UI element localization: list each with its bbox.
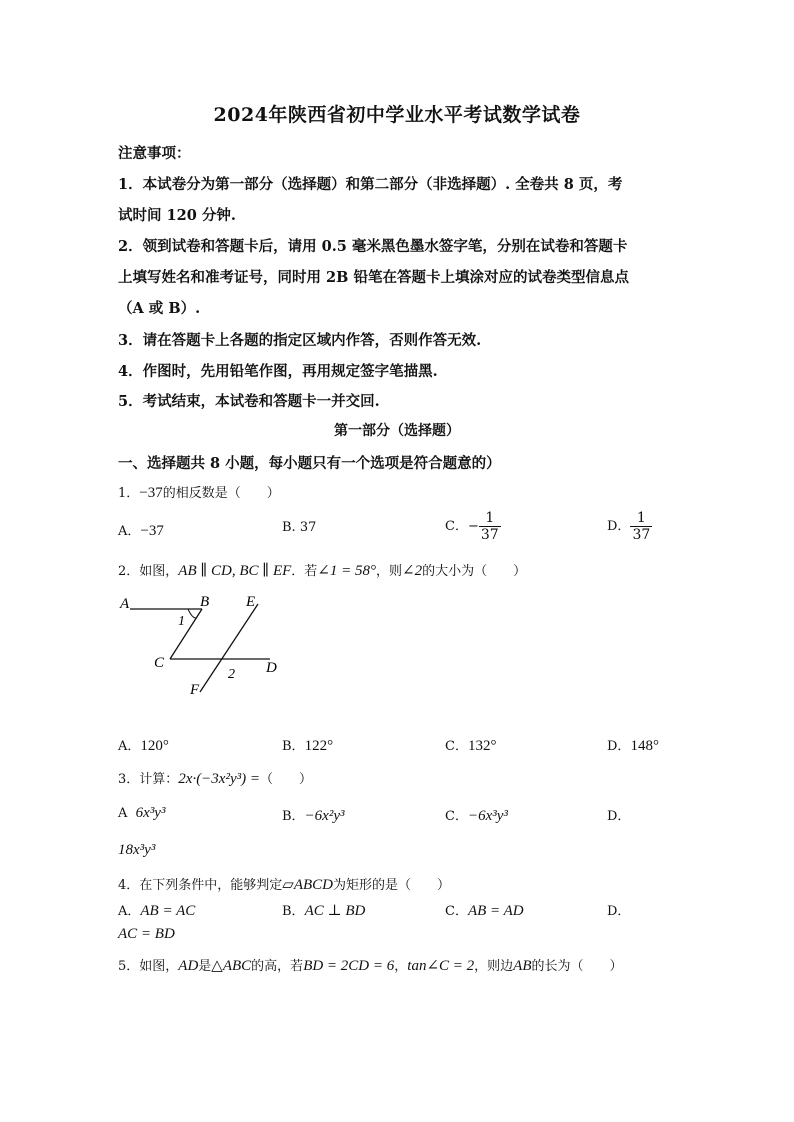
notice-item-1b: 试时间 120 分钟. [118,207,236,224]
q2-option-d[interactable]: D．148° [607,738,659,754]
question-2-stem: 2．如图，AB ∥ CD, BC ∥ EF．若∠1 = 58°，则∠2的大小为（ ） [118,563,527,579]
line-bc [170,609,202,659]
question-5-stem: 5．如图，AD是△ABC的高，若BD = 2CD = 6，tan∠C = 2，则边AB的长为（ ） [118,958,623,974]
q1-option-a[interactable]: A．−37 [118,523,164,539]
angle-1-arc [188,609,196,618]
notice-item-2c: （A 或 B）. [118,300,201,317]
notice-item-5: 5．考试结束，本试卷和答题卡一并交回. [118,393,380,410]
question-4-stem: 4．在下列条件中，能够判定▱ABCD为矩形的是（ ） [118,877,450,893]
q2-option-b[interactable]: B．122° [282,738,334,754]
q3-option-b[interactable]: B．−6x²y³ [282,808,345,824]
q1-c-fraction: $\frac{1}{37}$ [480,510,499,543]
label-b: B [200,594,210,610]
label-angle-1: 1 [178,614,185,629]
q2-option-a[interactable]: A．120° [118,738,169,754]
part1-title: 第一部分（选择题） [334,423,460,439]
q3-option-d[interactable]: D． [607,809,631,824]
q1-option-c[interactable]: C．− $\frac{1}{37}$ [445,510,499,543]
label-c: C [154,655,165,671]
label-a: A [120,596,130,612]
q4-option-a[interactable]: A．AB = AC [118,903,196,919]
q3-option-a[interactable]: A 6x³y³ [118,805,166,821]
label-d: D [266,660,277,676]
q4-option-c[interactable]: C．AB = AD [445,903,524,919]
q4-option-d-value: AC = BD [118,926,175,942]
exam-title: 2024年陕西省初中学业水平考试数学试卷 [213,104,581,126]
notice-item-2b: 上填写姓名和准考证号，同时用 2B 铅笔在答题卡上填涂对应的试卷类型信息点 [118,269,629,286]
label-e: E [246,594,256,610]
notice-item-3: 3．请在答题卡上各题的指定区域内作答，否则作答无效. [118,332,482,349]
q1-option-d[interactable]: D． $\frac{1}{37}$ [607,510,651,543]
notice-item-4: 4．作图时，先用铅笔作图，再用规定签字笔描黑. [118,363,438,380]
q2-figure [112,588,292,703]
q3-option-d-value: 18x³y³ [118,842,156,858]
question-3-stem: 3．计算：2x·(−3x²y³) =（ ） [118,771,312,787]
notice-heading: 注意事项： [118,145,191,162]
q2-option-c[interactable]: C．132° [445,738,497,754]
q4-option-b[interactable]: B．AC ⊥ BD [282,903,366,919]
section1-title: 一、选择题共 8 小题，每小题只有一个选项是符合题意的） [118,455,501,472]
notice-item-1a: 1．本试卷分为第一部分（选择题）和第二部分（非选择题）. 全卷共 8 页，考 [118,176,623,193]
q4-option-d[interactable]: D． [607,904,631,919]
q1-prefix: 1． [118,486,140,501]
question-1-stem [118,482,280,502]
q3-option-c[interactable]: C．−6x³y³ [445,808,508,824]
label-angle-2: 2 [228,667,235,682]
q1-option-b[interactable]: B. 37 [282,520,317,535]
q1-d-fraction: $\frac{1}{37}$ [632,510,651,543]
notice-item-2a: 2．领到试卷和答题卡后，请用 0.5 毫米黑色墨水签字笔，分别在试卷和答题卡 [118,238,628,255]
q1-math: −37 [139,485,163,501]
label-f: F [190,682,200,698]
q1-suffix: 的相反数是（ ） [162,486,280,501]
